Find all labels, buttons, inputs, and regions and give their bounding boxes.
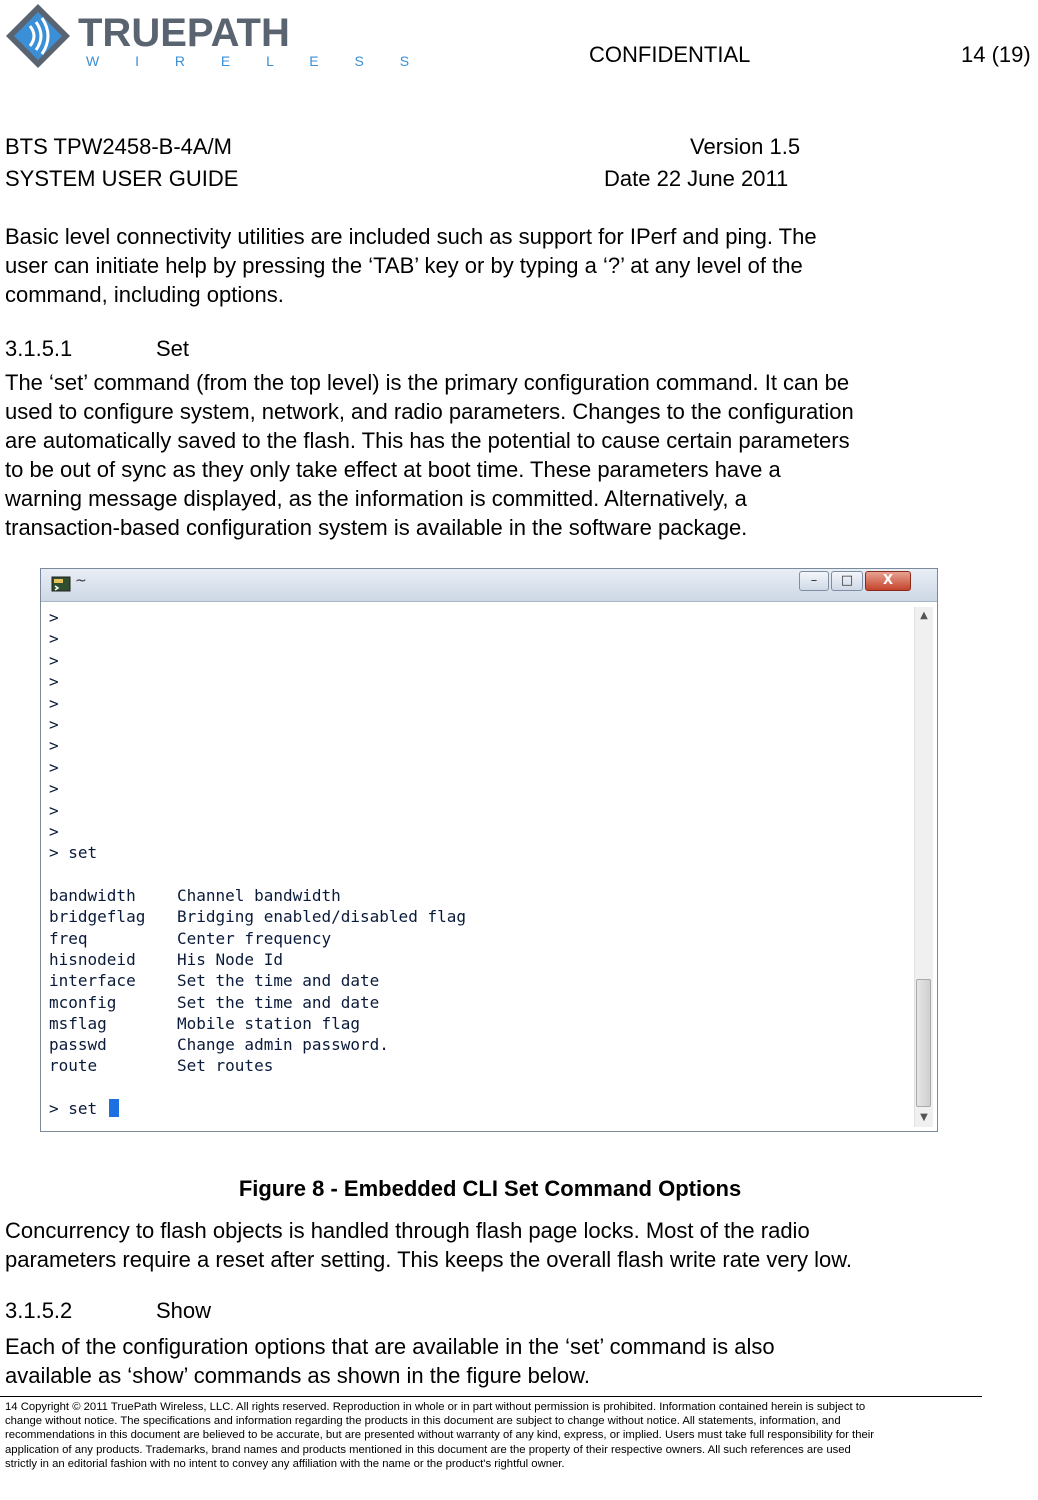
option-desc: Set routes (177, 1056, 274, 1076)
option-row (49, 992, 899, 1013)
option-desc: Center frequency (177, 928, 332, 948)
option-name: passwd (49, 1035, 107, 1055)
footer-line: 14 Copyright © 2011 TruePath Wireless, LLC. All rights reserved. Reproduction in whole or in part without permission is prohibited. Information contained herein is subject to (5, 1401, 866, 1413)
concurrency-paragraph (5, 1216, 1005, 1274)
prompt-line: > (49, 800, 59, 820)
option-row (49, 949, 899, 970)
terminal-output[interactable] (49, 607, 899, 1127)
logo-emblem-icon (6, 4, 70, 68)
confidential-label: CONFIDENTIAL (589, 42, 751, 67)
doc-product: BTS TPW2458-B-4A/M (5, 134, 232, 159)
option-desc: Set the time and date (177, 992, 380, 1012)
option-desc: Set the time and date (177, 971, 380, 991)
text-line: transaction-based configuration system is available in the software package. (5, 515, 748, 540)
option-desc: Bridging enabled/disabled flag (177, 907, 466, 927)
option-name: bandwidth (49, 886, 136, 906)
section-number-show: 3.1.5.2 (5, 1298, 73, 1323)
prompt-line: > (49, 629, 59, 649)
text-line: Basic level connectivity utilities are included such as support for IPerf and ping. The (5, 224, 817, 249)
logo-text-main: TRUEPATH (78, 11, 290, 55)
section-title-set: Set (156, 336, 190, 361)
option-desc: Mobile station flag (177, 1013, 361, 1033)
copyright-footer (5, 1400, 980, 1471)
text-line: The ‘set’ command (from the top level) is the primary configuration command. It can be (5, 370, 850, 395)
doc-date: Date 22 June 2011 (604, 166, 789, 191)
vertical-scrollbar[interactable] (914, 607, 933, 1127)
option-desc: Change admin password. (177, 1035, 389, 1055)
prompt-line: > (49, 757, 59, 777)
footer-line: strictly in an editorial fashion with no intent to convey any affiliation with the name or the product's rightful owner. (5, 1457, 565, 1470)
prompt-line: > (49, 736, 59, 756)
close-button[interactable]: X (865, 571, 911, 591)
option-name: mconfig (49, 992, 117, 1012)
scroll-down-arrow-icon[interactable]: ▼ (920, 1112, 928, 1123)
prompt-line: > (49, 779, 59, 799)
terminal-title-bar (41, 569, 937, 602)
text-line: to be out of sync as they only take effect at boot time. These parameters have a (5, 457, 781, 482)
option-row (49, 1055, 899, 1076)
option-row (49, 928, 899, 949)
text-line: user can initiate help by pressing the ‘TAB’ key or by typing a ‘?’ at any level of the (5, 253, 803, 278)
set-paragraph (5, 368, 1005, 542)
footer-line: change without notice. The specifications and information regarding the products in this document are subject to change without notice. All statements, information, and (5, 1415, 841, 1428)
prompt-line: > (49, 608, 59, 627)
text-line: Concurrency to flash objects is handled through flash page locks. Most of the radio (5, 1218, 810, 1243)
text-line: used to configure system, network, and radio parameters. Changes to the configuration (5, 399, 854, 424)
input-line[interactable] (49, 1098, 899, 1119)
logo-text-sub: W I R E L E S S (86, 53, 426, 69)
prompt-line: > (49, 693, 59, 713)
maximize-button[interactable]: □ (831, 571, 863, 591)
option-desc: Channel bandwidth (177, 886, 341, 906)
text-line: Each of the configuration options that are available in the ‘set’ command is also (5, 1334, 775, 1359)
figure-caption: Figure 8 - Embedded CLI Set Command Options (238, 1176, 742, 1201)
option-row (49, 970, 899, 991)
blank-line (49, 864, 899, 885)
command-line: > set (49, 843, 98, 863)
option-name: msflag (49, 1013, 107, 1033)
intro-paragraph (5, 222, 1005, 309)
scrollbar-thumb[interactable] (916, 979, 931, 1107)
text-line: parameters require a reset after setting. This keeps the overall flash write rate very low. (5, 1247, 852, 1272)
prompt-line: > (49, 714, 59, 734)
page-number: 14 (19) (961, 42, 1031, 67)
minimize-button[interactable]: – (799, 571, 829, 591)
prompt-line: > (49, 650, 59, 670)
option-name: hisnodeid (49, 949, 136, 969)
text-cursor (109, 1099, 119, 1117)
text-line: command, including options. (5, 282, 284, 307)
scroll-up-arrow-icon[interactable]: ▲ (920, 610, 928, 621)
footer-line: application of any products. Trademarks, brand names and products mentioned in this document are the property of their respective owners. All such references are used (5, 1443, 851, 1456)
terminal-app-icon[interactable] (51, 575, 71, 593)
prompt-line: > (49, 821, 59, 841)
show-paragraph (5, 1332, 1005, 1390)
doc-guide-title: SYSTEM USER GUIDE (5, 166, 239, 191)
blank-line (49, 1077, 899, 1098)
section-title-show: Show (156, 1298, 212, 1323)
terminal-title: ~ (75, 573, 87, 589)
option-desc: His Node Id (177, 949, 283, 969)
truepath-wireless-logo (4, 2, 426, 74)
text-line: warning message displayed, as the information is committed. Alternatively, a (5, 486, 747, 511)
option-row (49, 1013, 899, 1034)
text-line: are automatically saved to the flash. This has the potential to cause certain parameters (5, 428, 850, 453)
prompt-line: > (49, 672, 59, 692)
footer-line: recommendations in this document are believed to be accurate, but are presented without warranty of any kind, express, or implied. Users must take full responsibility for their (5, 1429, 875, 1442)
option-row (49, 906, 899, 927)
text-line: available as ‘show’ commands as shown in the figure below. (5, 1363, 590, 1388)
option-name: freq (49, 928, 88, 948)
option-name: bridgeflag (49, 907, 146, 927)
option-name: route (49, 1056, 98, 1076)
section-number-set: 3.1.5.1 (5, 336, 73, 361)
terminal-window (40, 568, 938, 1132)
option-row (49, 1034, 899, 1055)
input-prompt: > set (49, 1099, 107, 1119)
footer-divider (0, 1396, 982, 1397)
option-row (49, 885, 899, 906)
option-name: interface (49, 971, 136, 991)
doc-version: Version 1.5 (690, 134, 801, 159)
